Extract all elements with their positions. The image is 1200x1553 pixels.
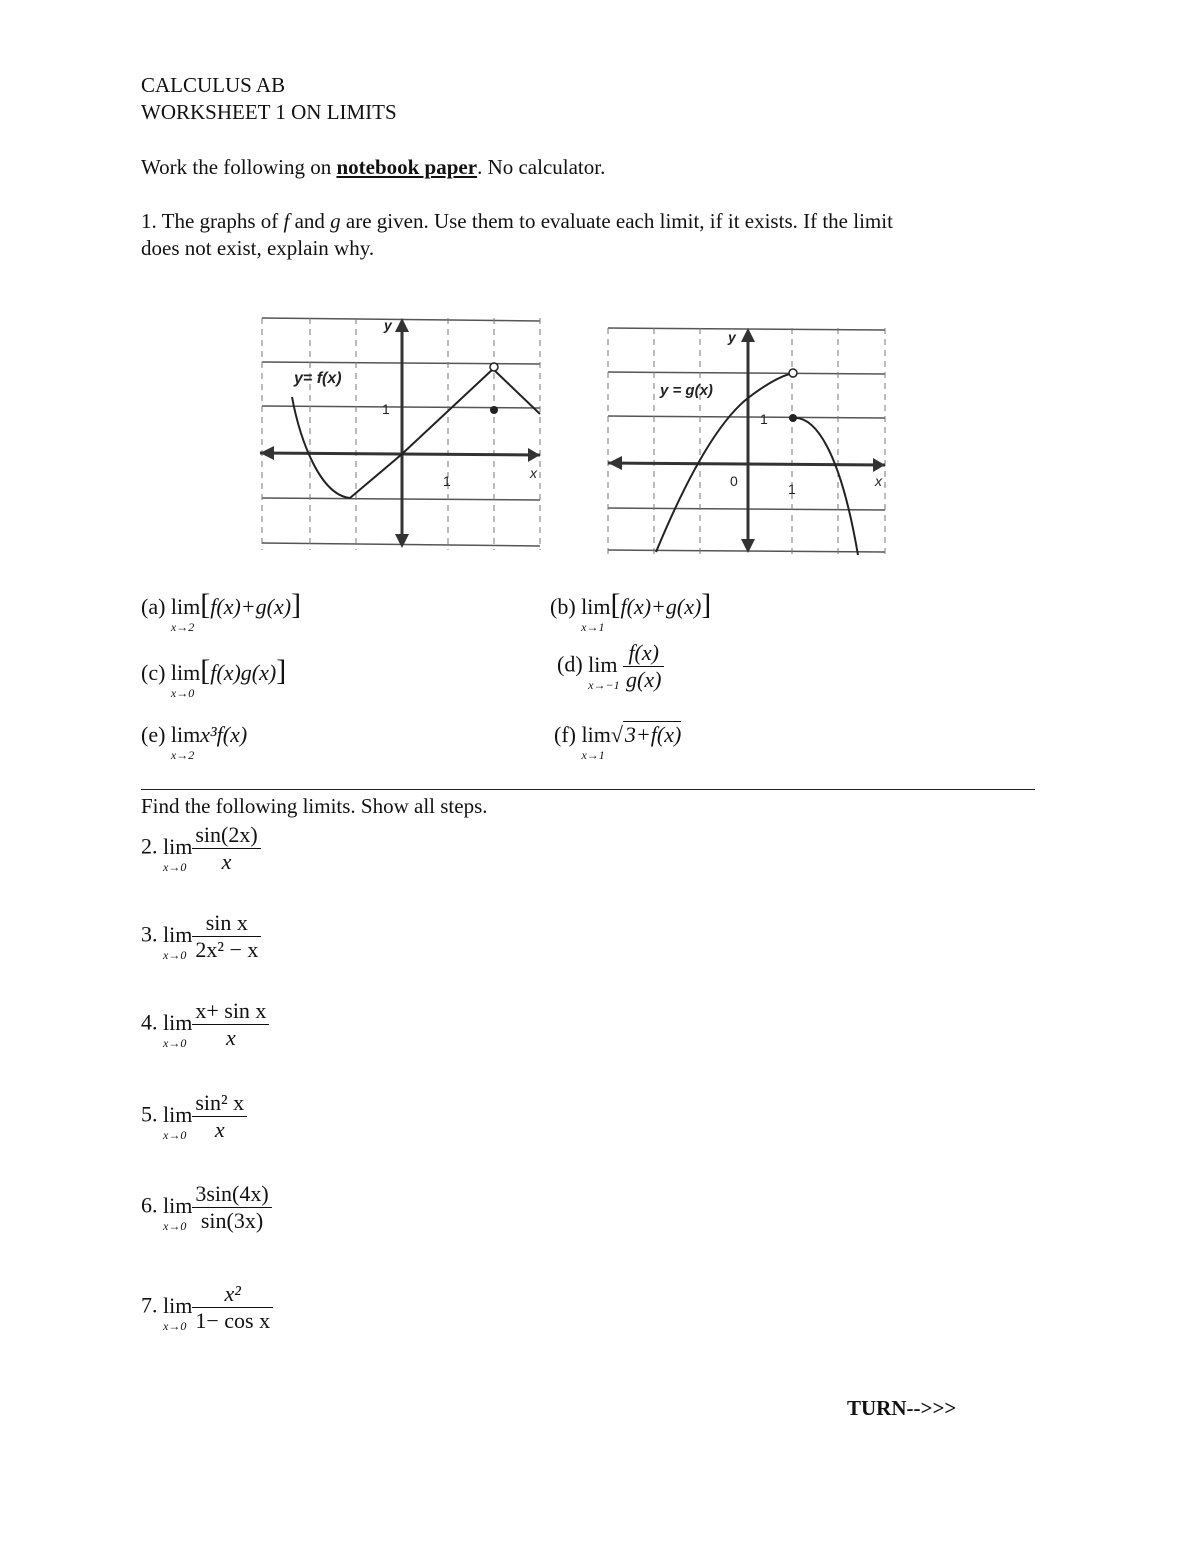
instructions <box>141 154 605 180</box>
problem-number: 4. <box>141 1009 158 1035</box>
part-f <box>554 722 682 762</box>
problem-3 <box>141 910 261 963</box>
graph-g-x-axis-label: x <box>875 473 882 489</box>
part-expression: x³f(x) <box>200 722 248 747</box>
graph-g-y-axis-label: y <box>728 329 736 345</box>
lim-operator: lim x→0 <box>163 1193 192 1219</box>
instructions-emphasis: notebook paper <box>336 155 478 179</box>
graph-f-x-one: 1 <box>443 473 451 489</box>
graph-g-label: y = g(x) <box>660 382 713 399</box>
problem-number: 3. <box>141 921 158 947</box>
numerator: sin x <box>205 910 248 935</box>
lim-operator: lim x→0 <box>163 1102 192 1128</box>
denominator: x <box>192 1024 269 1051</box>
lim-subscript: x→1 <box>581 620 605 634</box>
part-a: (a) lim x→2 [f(x)+g(x)] <box>141 592 301 620</box>
denominator: 1− cos x <box>192 1307 273 1334</box>
part-e <box>141 722 248 762</box>
lim-operator: lim x→2 <box>171 594 200 620</box>
lim-operator: lim x→1 <box>581 722 610 748</box>
fraction <box>192 1090 247 1143</box>
graph-f-x-axis-label: x <box>530 465 537 481</box>
part-label: (b) <box>550 594 576 619</box>
p1-text-b: are given. Use them to evaluate each limit, if it exists. If the limit <box>345 209 893 233</box>
section-2-heading: Find the following limits. Show all steps. <box>141 794 488 818</box>
denominator: sin(3x) <box>192 1207 271 1234</box>
p1-and: and <box>294 209 325 233</box>
part-label: (e) <box>141 722 166 747</box>
numerator: x² <box>224 1281 241 1306</box>
denominator: g(x) <box>623 666 664 693</box>
problem-number: 7. <box>141 1292 158 1318</box>
problem-number: 5. <box>141 1101 158 1127</box>
part-expression: f(x)g(x) <box>210 660 277 685</box>
lim-operator: lim x→2 <box>171 722 200 748</box>
graph-g-zero: 0 <box>730 473 738 489</box>
problem-1-line-2: does not exist, explain why. <box>141 236 375 260</box>
numerator: sin(2x) <box>195 822 258 847</box>
problem-1-line-1 <box>141 208 893 234</box>
fraction <box>192 822 260 875</box>
part-label: (a) <box>141 594 166 619</box>
lim-subscript: x→0 <box>163 859 187 874</box>
fraction <box>623 640 664 693</box>
sqrt-sign: √ <box>610 722 623 747</box>
p1-g: g <box>330 209 341 233</box>
problem-2 <box>141 822 261 875</box>
graph-f <box>240 300 565 558</box>
fraction <box>192 998 269 1051</box>
problem-number: 6. <box>141 1192 158 1218</box>
lim-subscript: x→0 <box>163 1318 187 1333</box>
problem-5 <box>141 1090 247 1143</box>
lim-subscript: x→0 <box>163 1218 187 1233</box>
numerator: 3sin(4x) <box>195 1181 269 1206</box>
section-divider <box>141 789 1035 790</box>
problem-6 <box>141 1181 272 1234</box>
numerator: x+ sin x <box>195 998 267 1023</box>
p1-text-a: 1. The graphs of <box>141 209 279 233</box>
fraction <box>192 1181 271 1234</box>
part-expression: f(x)+g(x) <box>210 594 292 619</box>
denominator: x <box>192 1116 247 1143</box>
numerator: f(x) <box>628 640 659 665</box>
lim-subscript: x→2 <box>170 620 195 634</box>
lim-subscript: x→0 <box>163 947 187 962</box>
lim-subscript: x→0 <box>163 1127 187 1142</box>
lim-subscript: x→0 <box>163 1035 187 1050</box>
lim-operator: lim x→0 <box>171 660 200 686</box>
course-title: CALCULUS AB <box>141 73 286 97</box>
part-label: (d) <box>557 651 583 677</box>
lim-subscript: x→0 <box>170 686 195 700</box>
lim-operator: lim x→0 <box>163 922 192 948</box>
part-b: (b) lim x→1 [f(x)+g(x)] <box>550 592 711 620</box>
problem-4 <box>141 998 269 1051</box>
lim-subscript: x→1 <box>581 748 605 762</box>
part-label: (c) <box>141 660 166 685</box>
fraction <box>192 1281 273 1334</box>
instructions-suffix: . No calculator. <box>477 155 606 179</box>
lim-subscript: x→−1 <box>588 677 620 692</box>
numerator: sin² x <box>195 1090 245 1115</box>
part-expression: 3+f(x) <box>624 722 682 747</box>
turn-page-note: TURN-->>> <box>847 1396 957 1420</box>
graph-f-y-one: 1 <box>382 401 390 417</box>
p1-f: f <box>283 209 290 233</box>
graph-f-y-axis-label: y <box>384 317 392 333</box>
denominator: 2x² − x <box>192 936 261 963</box>
part-c: (c) lim x→0 [f(x)g(x)] <box>141 658 286 686</box>
graph-g <box>590 310 910 560</box>
part-d <box>557 640 664 693</box>
part-expression: f(x)+g(x) <box>620 594 702 619</box>
lim-operator: lim x→1 <box>581 594 610 620</box>
worksheet-title: WORKSHEET 1 ON LIMITS <box>141 100 397 124</box>
graph-g-y-one: 1 <box>760 411 768 427</box>
problem-7 <box>141 1281 273 1334</box>
graph-f-label: y= f(x) <box>294 370 342 387</box>
problem-number: 2. <box>141 833 158 859</box>
lim-operator: lim x→−1 <box>588 652 617 678</box>
graph-g-x-one: 1 <box>788 481 796 497</box>
lim-operator: lim x→0 <box>163 834 192 860</box>
part-label: (f) <box>554 722 576 747</box>
denominator: x <box>192 848 260 875</box>
lim-subscript: x→2 <box>170 748 195 762</box>
lim-operator: lim x→0 <box>163 1010 192 1036</box>
lim-operator: lim x→0 <box>163 1293 192 1319</box>
fraction <box>192 910 261 963</box>
instructions-prefix: Work the following on <box>141 155 332 179</box>
